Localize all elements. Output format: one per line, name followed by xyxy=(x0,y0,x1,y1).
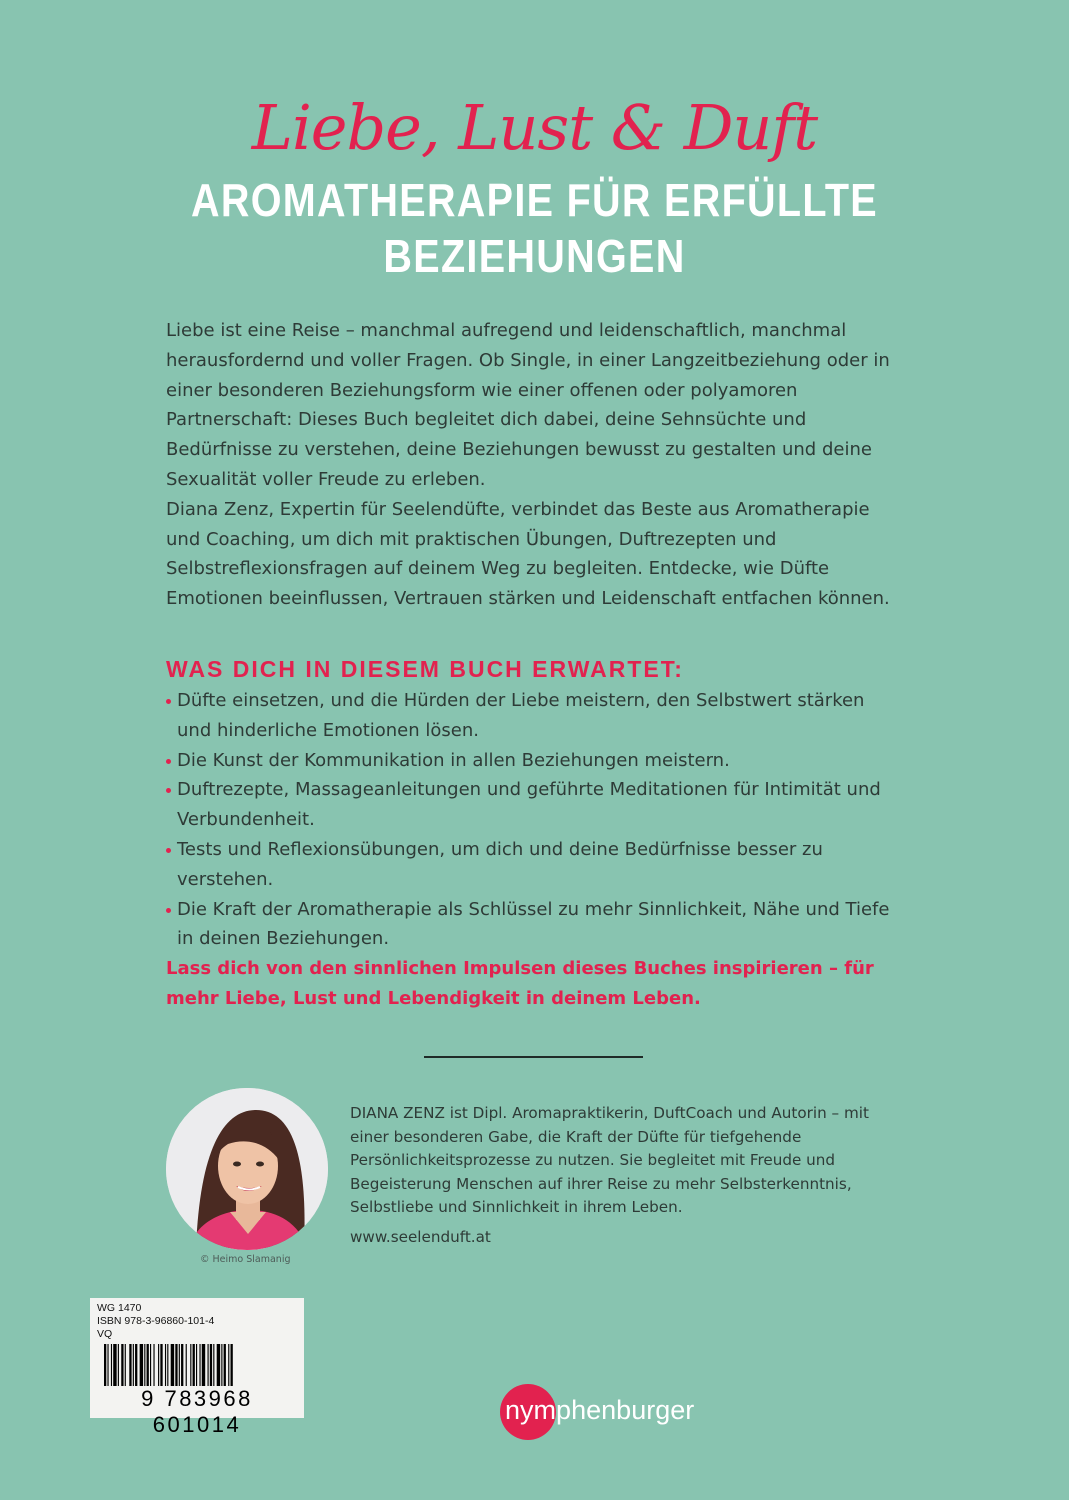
barcode-bar xyxy=(165,1344,166,1386)
barcode-bar xyxy=(111,1344,112,1386)
list-item: Duftrezepte, Massageanleitungen und geführte Meditationen für Intimität und Verbundenheit. xyxy=(166,775,896,835)
barcode-bar xyxy=(231,1344,233,1386)
barcode-bar xyxy=(129,1344,131,1386)
barcode-bar xyxy=(181,1344,183,1386)
barcode-bar xyxy=(133,1344,134,1386)
barcode-bar xyxy=(140,1344,143,1386)
photo-credit: © Heimo Slamanig xyxy=(200,1254,291,1265)
intro-text xyxy=(166,316,896,614)
divider xyxy=(424,1056,643,1058)
barcode-bar xyxy=(199,1344,200,1386)
barcode-bar xyxy=(144,1344,145,1386)
author-website: www.seelenduft.at xyxy=(350,1227,491,1246)
script-title: Liebe, Lust & Duft xyxy=(251,91,818,164)
barcode-bar xyxy=(202,1344,205,1386)
publisher-logo-text: nymphenburger xyxy=(505,1395,695,1425)
closing-statement: Lass dich von den sinnlichen Impulsen dieses Buches inspirieren – für mehr Liebe, Lust und Lebendigkeit in deinem Leben. xyxy=(166,958,874,1009)
list-item: Tests und Reflexionsübungen, um dich und deine Bedürfnisse besser zu verstehen. xyxy=(166,835,896,895)
barcode-bar xyxy=(210,1344,212,1386)
author-bio xyxy=(350,1102,910,1249)
barcode-digits: 9 783968 601014 xyxy=(141,1386,253,1437)
barcode-bar xyxy=(121,1344,123,1386)
barcode-bar xyxy=(196,1344,197,1386)
main-title xyxy=(75,172,994,284)
barcode-bar xyxy=(193,1344,195,1386)
barcode-bar xyxy=(217,1344,220,1386)
expectations-list xyxy=(166,686,896,954)
barcode-bar xyxy=(135,1344,137,1386)
barcode-bar xyxy=(190,1344,191,1386)
barcode-bar xyxy=(160,1344,162,1386)
barcode-bar xyxy=(208,1344,209,1386)
list-item: Düfte einsetzen, und die Hürden der Liebe meistern, den Selbstwert stärken und hinderliche Emotionen lösen. xyxy=(166,686,896,746)
barcode-bar xyxy=(153,1344,154,1386)
list-item: Die Kunst der Kommunikation in allen Beziehungen meistern. xyxy=(166,746,896,776)
expectations-heading: WAS DICH IN DIESEM BUCH ERWARTET: xyxy=(166,656,684,682)
barcode-bar xyxy=(104,1344,106,1386)
barcode-bar xyxy=(213,1344,214,1386)
barcode-bar xyxy=(175,1344,177,1386)
barcode-label xyxy=(90,1298,304,1437)
barcode-bar xyxy=(147,1344,149,1386)
barcode-wg: WG 1470 xyxy=(97,1302,142,1314)
author-portrait xyxy=(166,1088,328,1250)
main-title-line-2: BEZIEHUNGEN xyxy=(383,230,686,282)
list-item: Die Kraft der Aromatherapie als Schlüssel zu mehr Sinnlichkeit, Nähe und Tiefe in deinen Beziehungen. xyxy=(166,895,896,955)
barcode-bar xyxy=(179,1344,180,1386)
barcode-bar xyxy=(158,1344,159,1386)
intro-paragraph-2: Diana Zenz, Expertin für Seelendüfte, verbindet das Beste aus Aromatherapie und Coaching, um dich mit praktischen Übungen, Duftrezepten und Selbstreflexionsfragen auf deinem Weg zu begleiten. Entdecke, wie Düfte Emotionen beeinflussen, Vertrauen stärken und Leidenschaft entfachen können. xyxy=(166,498,890,610)
barcode-isbn: ISBN 978-3-96860-101-4 xyxy=(97,1315,215,1327)
barcode-bar xyxy=(171,1344,174,1386)
barcode-bar xyxy=(113,1344,116,1386)
barcode-code: VQ xyxy=(97,1328,113,1340)
barcode-bar xyxy=(125,1344,126,1386)
barcode-bar xyxy=(221,1344,222,1386)
barcode-bar xyxy=(224,1344,226,1386)
barcode-bar xyxy=(107,1344,108,1386)
main-title-line-1: AROMATHERAPIE FÜR ERFÜLLTE xyxy=(191,174,878,226)
barcode-bar xyxy=(118,1344,119,1386)
barcode-bar xyxy=(228,1344,229,1386)
barcode-bar xyxy=(167,1344,168,1386)
barcode-bar xyxy=(186,1344,187,1386)
barcode-bar xyxy=(150,1344,151,1386)
author-portrait-illustration xyxy=(166,1088,328,1250)
author-bio-text: DIANA ZENZ ist Dipl. Aromapraktikerin, DuftCoach und Autorin – mit einer besonderen Gabe, die Kraft der Düfte für tiefgehende Persönlichkeitsprozesse zu nutzen. Sie begleitet mit Freude und Begeisterung Menschen auf ihrer Reise zu mehr Selbsterkenntnis, Selbstliebe und Sinnlichkeit in ihrem Leben. xyxy=(350,1104,869,1216)
intro-paragraph-1: Liebe ist eine Reise – manchmal aufregend und leidenschaftlich, manchmal herausfordernd und voller Fragen. Ob Single, in einer Langzeitbeziehung oder in einer besonderen Beziehungsform wie einer offenen oder polyamoren Partnerschaft: Dieses Buch begleitet dich dabei, deine Sehnsüchte und Bedürfnisse zu verstehen, deine Beziehungen bewusst zu gestalten und deine Sexualität voller Freude zu erleben. xyxy=(166,320,890,490)
